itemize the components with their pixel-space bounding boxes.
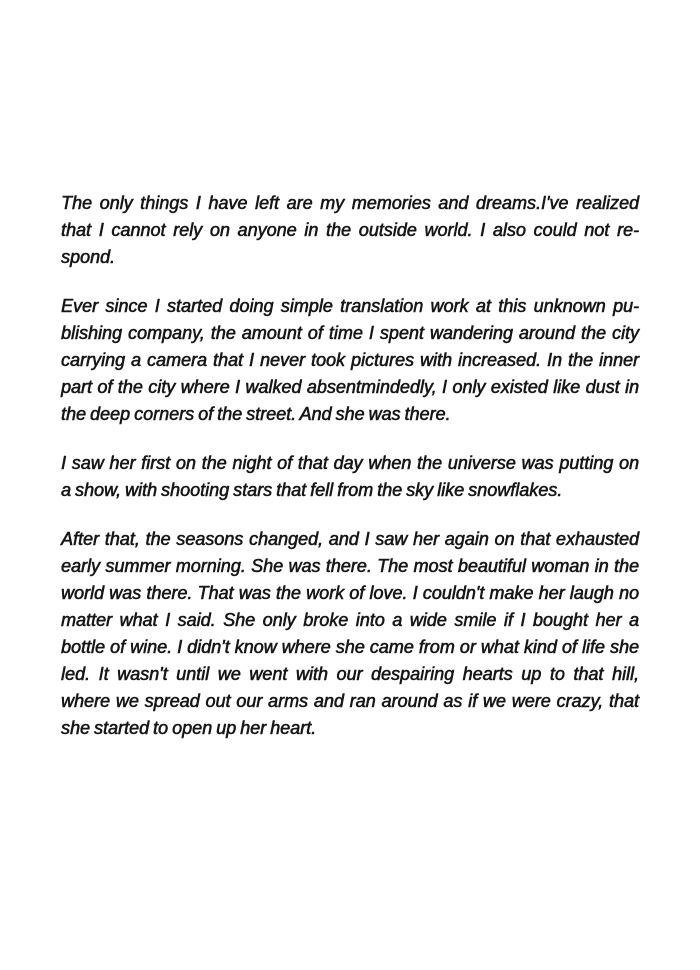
text-line: matter what I said. She only broke into a wide smile if I bought her a (61, 610, 639, 630)
text-line: the deep corners of the street. And she was there. (61, 404, 451, 424)
text-line: Ever since I started doing simple translation work at this unknown pu- (61, 296, 639, 316)
paragraph-4 (61, 526, 639, 742)
text-line: that I cannot rely on anyone in the outside world. I also could not re- (61, 220, 639, 240)
text-line: spond. (61, 247, 116, 267)
text-line: a show, with shooting stars that fell from the sky like snowflakes. (61, 480, 563, 500)
text-line: part of the city where I walked absentmindedly, I only existed like dust in (61, 377, 639, 397)
text-line: she started to open up her heart. (61, 718, 317, 738)
text-block (61, 190, 639, 742)
text-line: The only things I have left are my memories and dreams.I've realized (61, 193, 639, 213)
text-line: led. It wasn't until we went with our despairing hearts up to that hill, (61, 664, 639, 684)
text-line: After that, the seasons changed, and I saw her again on that exhausted (61, 529, 639, 549)
text-line: carrying a camera that I never took pictures with increased. In the inner (61, 350, 639, 370)
paragraph-1 (61, 190, 639, 271)
paragraph-2 (61, 293, 639, 428)
text-line: early summer morning. She was there. The most beautiful woman in the (61, 556, 639, 576)
paragraph-3 (61, 450, 639, 504)
text-line: where we spread out our arms and ran around as if we were crazy, that (61, 691, 639, 711)
text-line: world was there. That was the work of love. I couldn't make her laugh no (61, 583, 639, 603)
text-line: bottle of wine. I didn't know where she came from or what kind of life she (61, 637, 639, 657)
text-line: I saw her first on the night of that day when the universe was putting on (61, 453, 639, 473)
text-line: blishing company, the amount of time I spent wandering around the city (61, 323, 639, 343)
